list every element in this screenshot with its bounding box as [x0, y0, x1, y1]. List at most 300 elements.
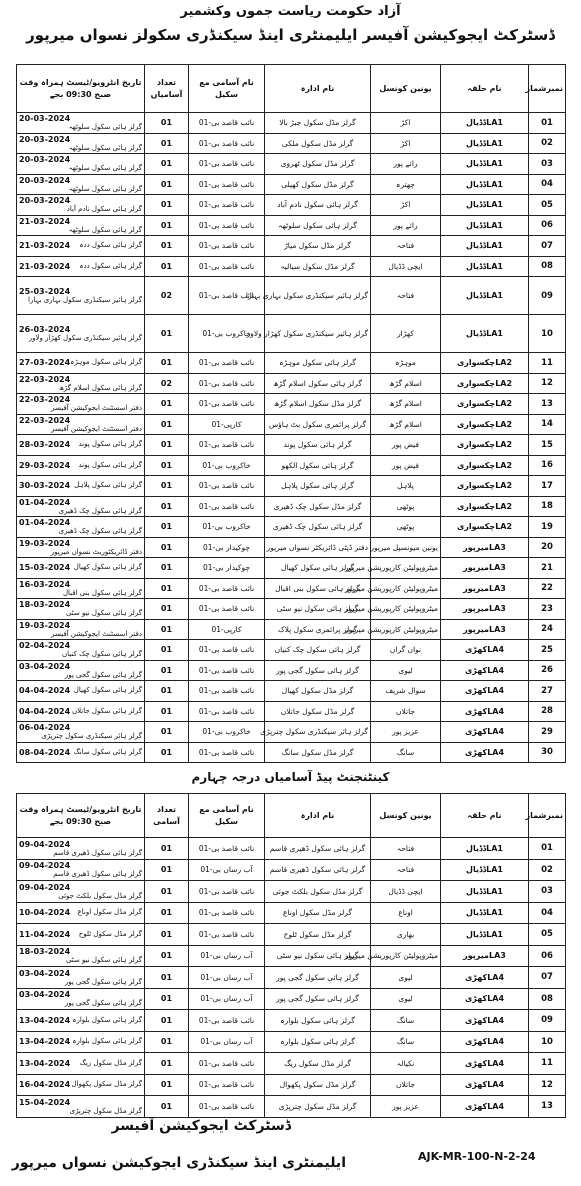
- count-cell: 01: [145, 1096, 189, 1118]
- post-cell: کارپی-01: [189, 414, 265, 435]
- table-row: [17, 315, 566, 353]
- union-council-cell: اکڑ: [371, 133, 441, 154]
- post-cell: نائب قاصد بی-01: [189, 902, 265, 924]
- post-cell: نائب قاصد بی-01: [189, 174, 265, 195]
- date-cell: [17, 742, 145, 763]
- interview-date: 09-04-2024: [19, 839, 71, 849]
- date-cell: [17, 517, 145, 538]
- institution-cell: گرلز مڈل سکول ٹلوح: [265, 924, 371, 946]
- post-cell: نائب قاصد بی-01: [189, 742, 265, 763]
- post-cell: کارپی-01: [189, 619, 265, 640]
- union-council-cell: میٹروپولیٹن کارپوریشن میرپور: [371, 599, 441, 620]
- halqa-cell: LA2چکسواری: [441, 414, 529, 435]
- interview-date: 11-04-2024: [19, 929, 71, 939]
- count-cell: 01: [145, 902, 189, 924]
- halqa-cell: LA1ڈڈیال: [441, 315, 529, 353]
- institution-cell: گرلز ہائی سکول الکھو: [265, 455, 371, 476]
- serial-cell: 17: [529, 476, 566, 497]
- serial-cell: 02: [529, 133, 566, 154]
- post-cell: چوکیدار بی-01: [189, 558, 265, 579]
- date-cell: [17, 195, 145, 216]
- institution-cell: گرلز مڈل سکول بلکٹ جوئی: [265, 881, 371, 903]
- union-council-cell: سوال شریف: [371, 681, 441, 702]
- venue-text: گرلز ہائی سکول پلاہل: [74, 481, 142, 490]
- interview-date: 25-03-2024: [19, 287, 71, 296]
- post-cell: نائب قاصد بی-01: [189, 924, 265, 946]
- institution-cell: گرلز مڈل سکول ٹھروی: [265, 154, 371, 175]
- union-council-cell: میٹروپولیٹن کارپوریشن میرپور: [371, 619, 441, 640]
- table-row: [17, 838, 566, 860]
- interview-date: 22-03-2024: [19, 395, 71, 405]
- halqa-cell: LA1ڈڈیال: [441, 215, 529, 236]
- serial-cell: 13: [529, 1096, 566, 1118]
- union-council-cell: پوٹھی: [371, 517, 441, 538]
- office-title: ڈسٹرکٹ ایجوکیشن آفیسر ایلیمنٹری اینڈ سیکنڈری سکولز نسواں میرپور: [26, 26, 555, 44]
- date-cell: [17, 1053, 145, 1075]
- table-row: [17, 988, 566, 1010]
- interview-date: 20-03-2024: [19, 196, 71, 206]
- post-cell: نائب قاصد بی-01: [189, 353, 265, 374]
- date-cell: [17, 154, 145, 175]
- institution-cell: گرلز مڈل سکول کھیلی: [265, 174, 371, 195]
- date-cell: [17, 902, 145, 924]
- table-row: [17, 599, 566, 620]
- post-cell: خاکروب بی-01: [189, 722, 265, 743]
- interview-date: 01-04-2024: [19, 518, 71, 528]
- serial-cell: 09: [529, 1010, 566, 1032]
- date-cell: [17, 277, 145, 315]
- interview-date: 06-04-2024: [19, 723, 71, 733]
- interview-date: 09-04-2024: [19, 861, 71, 871]
- table-row: [17, 722, 566, 743]
- table-row: [17, 1031, 566, 1053]
- serial-cell: 10: [529, 1031, 566, 1053]
- interview-date: 03-04-2024: [19, 990, 71, 1000]
- institution-cell: گرلز ہائی سکول نیو سٹی: [265, 599, 371, 620]
- institution-cell: گرلز ہائی سکول موہڑہ: [265, 353, 371, 374]
- date-cell: [17, 315, 145, 353]
- count-cell: 01: [145, 1031, 189, 1053]
- interview-date: 08-04-2024: [19, 747, 71, 757]
- serial-cell: 08: [529, 256, 566, 277]
- date-cell: [17, 133, 145, 154]
- venue-text: گرلز ہائی سکول سلوٹھہ: [68, 143, 142, 152]
- serial-cell: 11: [529, 353, 566, 374]
- interview-date: 20-03-2024: [19, 155, 71, 165]
- institution-cell: گرلز ہائی سکول بلوارہ: [265, 1031, 371, 1053]
- post-cell: نائب قاصد بی-01: [189, 838, 265, 860]
- halqa-cell: LA4کھڑی: [441, 988, 529, 1010]
- venue-text: گرلز ہائی سکول ددہ: [79, 261, 142, 270]
- interview-date: 30-03-2024: [19, 481, 71, 491]
- venue-text: گرلز مڈل سکول چترپڑی: [69, 1106, 142, 1115]
- table-row: [17, 455, 566, 476]
- institution-cell: گرلز ہائیر سیکنڈری سکول کھڑار ولاور: [265, 315, 371, 353]
- institution-cell: گرلز مڈل سکول اوناع: [265, 902, 371, 924]
- union-council-cell: موہڑہ: [371, 353, 441, 374]
- serial-cell: 28: [529, 701, 566, 722]
- halqa-cell: LA1ڈڈیال: [441, 256, 529, 277]
- institution-cell: گرلز مڈل سکول اسلام گڑھ: [265, 394, 371, 415]
- col-institution-header: نام ادارہ: [265, 65, 371, 113]
- halqa-cell: LA4کھڑی: [441, 722, 529, 743]
- institution-cell: گرلز پرائمری سکول پلاک: [265, 619, 371, 640]
- halqa-cell: LA3میرپور: [441, 619, 529, 640]
- interview-date: 01-04-2024: [19, 497, 71, 507]
- count-cell: 01: [145, 1010, 189, 1032]
- union-council-cell: فتاحہ: [371, 277, 441, 315]
- interview-date: 21-03-2024: [19, 241, 71, 251]
- date-cell: [17, 701, 145, 722]
- table-row: [17, 256, 566, 277]
- post-cell: نائب قاصد بی-01: [189, 1074, 265, 1096]
- table-row: [17, 578, 566, 599]
- col-institution-header: نام ادارہ: [265, 794, 371, 838]
- venue-text: دفتر اسسٹنٹ ایجوکیشن آفیسر: [51, 424, 142, 433]
- halqa-cell: LA2چکسواری: [441, 435, 529, 456]
- serial-cell: 18: [529, 496, 566, 517]
- serial-cell: 03: [529, 154, 566, 175]
- post-cell: نائب قاصد بی-01: [189, 113, 265, 134]
- union-council-cell: فتاحہ: [371, 236, 441, 257]
- count-cell: 01: [145, 133, 189, 154]
- count-cell: 01: [145, 414, 189, 435]
- venue-text: دفتر اسسٹنٹ ایجوکیشن آفیسر: [51, 629, 142, 638]
- col-union-council-header: یونین کونسل: [371, 65, 441, 113]
- table-row: [17, 174, 566, 195]
- halqa-cell: LA1ڈڈیال: [441, 195, 529, 216]
- serial-cell: 27: [529, 681, 566, 702]
- table-row: [17, 681, 566, 702]
- serial-cell: 25: [529, 640, 566, 661]
- date-cell: [17, 476, 145, 497]
- interview-date: 15-03-2024: [19, 563, 71, 573]
- serial-cell: 01: [529, 113, 566, 134]
- post-cell: نائب قاصد بی-01: [189, 881, 265, 903]
- institution-cell: گرلز ہائی سکول سلوٹھہ: [265, 215, 371, 236]
- table-row: [17, 195, 566, 216]
- halqa-cell: LA4کھڑی: [441, 701, 529, 722]
- serial-cell: 30: [529, 742, 566, 763]
- venue-text: گرلز ہائی سکول چک کنیاں: [62, 650, 142, 659]
- venue-text: گرلز ہائی سکول نیو سٹی: [65, 609, 142, 618]
- date-cell: [17, 660, 145, 681]
- venue-text: گرلز ہائی سکول گجی پور: [64, 670, 142, 679]
- post-cell: نائب قاصد بی-01: [189, 578, 265, 599]
- institution-cell: گرلز مڈل سکول میاڑ: [265, 236, 371, 257]
- date-cell: [17, 859, 145, 881]
- date-cell: [17, 599, 145, 620]
- post-cell: آب رساں بی-01: [189, 967, 265, 989]
- post-cell: آب رساں بی-01: [189, 945, 265, 967]
- interview-date: 03-04-2024: [19, 968, 71, 978]
- post-cell: نائب قاصد بی-01: [189, 476, 265, 497]
- union-council-cell: رائے پور: [371, 215, 441, 236]
- venue-text: دفتر ڈائریکٹوریٹ نسواں میرپور: [50, 547, 142, 556]
- interview-date: 20-03-2024: [19, 175, 71, 185]
- date-cell: [17, 640, 145, 661]
- interview-date: 03-04-2024: [19, 661, 71, 671]
- table-row: [17, 924, 566, 946]
- date-cell: [17, 394, 145, 415]
- interview-date: 19-03-2024: [19, 538, 71, 548]
- table-row: [17, 435, 566, 456]
- halqa-cell: LA1ڈڈیال: [441, 113, 529, 134]
- union-council-cell: فیض پور: [371, 455, 441, 476]
- venue-text: گرلز ہائی سکول موہڑہ: [70, 358, 142, 367]
- halqa-cell: LA2چکسواری: [441, 476, 529, 497]
- count-cell: 01: [145, 988, 189, 1010]
- interview-date: 21-03-2024: [19, 261, 71, 271]
- col-date-header: تاریخ انٹرویو/ٹیسٹ ہمراہ وقت صبح 09:30 بجے: [17, 65, 145, 113]
- count-cell: 02: [145, 373, 189, 394]
- serial-cell: 05: [529, 924, 566, 946]
- table-row: [17, 373, 566, 394]
- venue-text: گرلز مڈل سکول پکھوال: [71, 1080, 142, 1089]
- interview-date: 19-03-2024: [19, 620, 71, 630]
- venue-text: گرلز ہائی سکول نادم آباد: [66, 205, 142, 214]
- serial-cell: 12: [529, 373, 566, 394]
- interview-date: 16-04-2024: [19, 1080, 71, 1090]
- venue-text: گرلز ہائی سکول جاتلاں: [71, 706, 142, 715]
- date-cell: [17, 236, 145, 257]
- interview-date: 04-04-2024: [19, 706, 71, 716]
- interview-date: 22-03-2024: [19, 374, 71, 384]
- table-row: [17, 701, 566, 722]
- venue-text: گرلز ہائی سکول سلوٹھہ: [68, 225, 142, 234]
- table-row: [17, 113, 566, 134]
- table-row: [17, 476, 566, 497]
- union-council-cell: میٹروپولیٹن کارپوریشن میرپور: [371, 945, 441, 967]
- venue-text: گرلز ہائی سکول کھیال: [73, 686, 142, 695]
- institution-cell: گرلز مڈل سکول چترپڑی: [265, 1096, 371, 1118]
- institution-cell: گرلز مڈل سکول ریگ: [265, 1053, 371, 1075]
- count-cell: 02: [145, 277, 189, 315]
- col-date-header: تاریخ انٹرویو/ٹیسٹ ہمراہ وقت صبح 09:30 بجے: [17, 794, 145, 838]
- serial-cell: 12: [529, 1074, 566, 1096]
- serial-cell: 26: [529, 660, 566, 681]
- count-cell: 01: [145, 394, 189, 415]
- interview-date: 13-04-2024: [19, 1015, 71, 1025]
- halqa-cell: LA2چکسواری: [441, 496, 529, 517]
- serial-cell: 14: [529, 414, 566, 435]
- date-cell: [17, 558, 145, 579]
- post-cell: نائب قاصد بی-01: [189, 435, 265, 456]
- institution-cell: گرلز مڈل سکول چک ڈھیری: [265, 496, 371, 517]
- post-cell: آب رساں بی-01: [189, 1031, 265, 1053]
- date-cell: [17, 838, 145, 860]
- union-council-cell: یونین میونسپل میرپور: [371, 537, 441, 558]
- institution-cell: گرلز ہائی سکول اسلام گڑھ: [265, 373, 371, 394]
- table-row: [17, 859, 566, 881]
- venue-text: گرلز ہائی سکول چک ڈھیری: [58, 527, 142, 536]
- halqa-cell: LA4کھڑی: [441, 681, 529, 702]
- institution-cell: گرلز ہائی سکول ڈھیری قاسم: [265, 859, 371, 881]
- institution-cell: گرلز ہائی سکول پلاہل: [265, 476, 371, 497]
- signature-title: ڈسٹرکٹ ایجوکیشن آفیسر: [111, 1118, 291, 1134]
- table-row: [17, 154, 566, 175]
- date-cell: [17, 414, 145, 435]
- serial-cell: 19: [529, 517, 566, 538]
- institution-cell: گرلز ہائی سکول چک ڈھیری: [265, 517, 371, 538]
- count-cell: 01: [145, 578, 189, 599]
- venue-text: گرلز ہائی سکول چک ڈھیری: [58, 506, 142, 515]
- count-cell: 01: [145, 599, 189, 620]
- date-cell: [17, 174, 145, 195]
- signature-office: ایلیمنٹری اینڈ سیکنڈری ایجوکیشن نسواں میرپور: [11, 1155, 346, 1171]
- venue-text: گرلز ہائی سکول کھیال: [73, 563, 142, 572]
- serial-cell: 23: [529, 599, 566, 620]
- serial-cell: 29: [529, 722, 566, 743]
- table-row: [17, 660, 566, 681]
- table-row: [17, 353, 566, 374]
- venue-text: گرلز مڈل سکول بلکٹ جوئی: [58, 891, 142, 900]
- post-cell: نائب قاصد بی-01: [189, 701, 265, 722]
- date-cell: [17, 681, 145, 702]
- institution-cell: گرلز ہائی سکول پوند: [265, 435, 371, 456]
- date-cell: [17, 924, 145, 946]
- venue-text: گرلز مڈل سکول ٹلوح: [78, 929, 142, 938]
- government-title: آزاد حکومت ریاست جموں وکشمیر: [180, 4, 401, 19]
- halqa-cell: LA1ڈڈیال: [441, 174, 529, 195]
- halqa-cell: LA4کھڑی: [441, 1096, 529, 1118]
- union-council-cell: کھڑار: [371, 315, 441, 353]
- date-cell: [17, 353, 145, 374]
- institution-cell: گرلز ہائیر سیکنڈری سکول بہاری بہارا: [265, 277, 371, 315]
- institution-cell: گرلز ہائی سکول گجی پور: [265, 660, 371, 681]
- post-cell: نائب قاصد بی-01: [189, 1010, 265, 1032]
- interview-date: 22-03-2024: [19, 415, 71, 425]
- table-row: [17, 133, 566, 154]
- post-cell: نائب قاصد بی-01: [189, 133, 265, 154]
- halqa-cell: LA2چکسواری: [441, 455, 529, 476]
- count-cell: 01: [145, 195, 189, 216]
- interview-date: 18-03-2024: [19, 600, 71, 610]
- interview-date: 16-03-2024: [19, 579, 71, 589]
- col-count-header: تعداد آسامیاں: [145, 65, 189, 113]
- date-cell: [17, 1096, 145, 1118]
- date-cell: [17, 215, 145, 236]
- count-cell: 01: [145, 435, 189, 456]
- union-council-cell: اسلام گڑھ: [371, 373, 441, 394]
- table-row: [17, 619, 566, 640]
- date-cell: [17, 619, 145, 640]
- institution-cell: گرلز مڈل سکول جبڑ بالا: [265, 113, 371, 134]
- union-council-cell: لیوی: [371, 660, 441, 681]
- post-cell: نائب قاصد بی-01: [189, 215, 265, 236]
- post-cell: نائب قاصد بی-01: [189, 373, 265, 394]
- date-cell: [17, 1074, 145, 1096]
- union-council-cell: سانگ: [371, 742, 441, 763]
- col-union-council-header: یونین کونسل: [371, 794, 441, 838]
- date-cell: [17, 537, 145, 558]
- col-halqa-header: نام حلقہ: [441, 794, 529, 838]
- union-council-cell: نکیالہ: [371, 1053, 441, 1075]
- venue-text: گرلز ہائی سکول پوند: [78, 460, 142, 469]
- serial-cell: 06: [529, 215, 566, 236]
- count-cell: 01: [145, 496, 189, 517]
- union-council-cell: سانگ: [371, 1031, 441, 1053]
- halqa-cell: LA1ڈڈیال: [441, 236, 529, 257]
- union-council-cell: چھترہ: [371, 174, 441, 195]
- venue-text: گرلز ہائی سکول گجی پور: [64, 977, 142, 986]
- col-serial-header: نمبرشمار: [529, 794, 566, 838]
- halqa-cell: LA3میرپور: [441, 537, 529, 558]
- post-cell: نائب قاصد بی-01: [189, 599, 265, 620]
- halqa-cell: LA4کھڑی: [441, 742, 529, 763]
- count-cell: 01: [145, 537, 189, 558]
- date-cell: [17, 945, 145, 967]
- union-council-cell: لیوی: [371, 988, 441, 1010]
- union-council-cell: فتاحہ: [371, 838, 441, 860]
- venue-text: گرلز ہائی سکول بنی اقبال: [62, 588, 142, 597]
- post-cell: نائب قاصد بی-01: [189, 640, 265, 661]
- interview-date: 21-03-2024: [19, 216, 71, 226]
- count-cell: 01: [145, 619, 189, 640]
- serial-cell: 13: [529, 394, 566, 415]
- institution-cell: گرلز ہائی سکول کھیال: [265, 558, 371, 579]
- institution-cell: گرلز مڈل سکول ملکی: [265, 133, 371, 154]
- halqa-cell: LA1ڈڈیال: [441, 133, 529, 154]
- union-council-cell: سانگ: [371, 1010, 441, 1032]
- halqa-cell: LA4کھڑی: [441, 660, 529, 681]
- serial-cell: 04: [529, 902, 566, 924]
- interview-date: 20-03-2024: [19, 114, 71, 124]
- venue-text: گرلز ہائی سکول پوند: [78, 440, 142, 449]
- serial-cell: 24: [529, 619, 566, 640]
- halqa-cell: LA4کھڑی: [441, 967, 529, 989]
- institution-cell: گرلز ہائی سکول گجی پور: [265, 967, 371, 989]
- table-row: [17, 558, 566, 579]
- reference-number: AJK-MR-100-N-2-24: [418, 1150, 536, 1163]
- union-council-cell: میٹروپولیٹن کارپوریشن میرپور: [371, 558, 441, 579]
- union-council-cell: رائے پور: [371, 154, 441, 175]
- date-cell: [17, 373, 145, 394]
- table-row: [17, 517, 566, 538]
- venue-text: گرلز ہائی سکول اسلام گڑھ: [59, 383, 142, 392]
- institution-cell: گرلز ہائر سیکنڈری سکول چترپڑی: [265, 722, 371, 743]
- count-cell: 01: [145, 701, 189, 722]
- date-cell: [17, 881, 145, 903]
- venue-text: گرلز ہائی سکول ددہ: [79, 241, 142, 250]
- venue-text: گرلز ہائی سکول ڈھیری قاسم: [53, 870, 142, 879]
- serial-cell: 06: [529, 945, 566, 967]
- halqa-cell: LA2چکسواری: [441, 394, 529, 415]
- serial-cell: 02: [529, 859, 566, 881]
- institution-cell: گرلز ہائی سکول گجی پور: [265, 988, 371, 1010]
- institution-cell: دفتر ڈپٹی ڈائریکٹر نسواں میرپور: [265, 537, 371, 558]
- serial-cell: 01: [529, 838, 566, 860]
- institution-cell: گرلز ہائی سکول ڈھیری قاسم: [265, 838, 371, 860]
- table-row: [17, 881, 566, 903]
- count-cell: 01: [145, 113, 189, 134]
- venue-text: گرلز ہائیر سیکنڈری سکول بہاری بہارا: [28, 296, 142, 304]
- interview-date: 02-04-2024: [19, 641, 71, 651]
- interview-date: 15-04-2024: [19, 1097, 71, 1107]
- venue-text: گرلز مڈل سکول ریگ: [79, 1058, 142, 1067]
- count-cell: 01: [145, 174, 189, 195]
- interview-date: 13-04-2024: [19, 1058, 71, 1068]
- halqa-cell: LA1ڈڈیال: [441, 902, 529, 924]
- post-cell: آب رساں بی-01: [189, 988, 265, 1010]
- post-cell: نائب قاصد بی-01: [189, 256, 265, 277]
- date-cell: [17, 967, 145, 989]
- serial-cell: 03: [529, 881, 566, 903]
- venue-text: گرلز ہائی سکول بلوارہ: [72, 1015, 142, 1024]
- count-cell: 01: [145, 660, 189, 681]
- union-council-cell: لیوی: [371, 967, 441, 989]
- halqa-cell: LA3میرپور: [441, 558, 529, 579]
